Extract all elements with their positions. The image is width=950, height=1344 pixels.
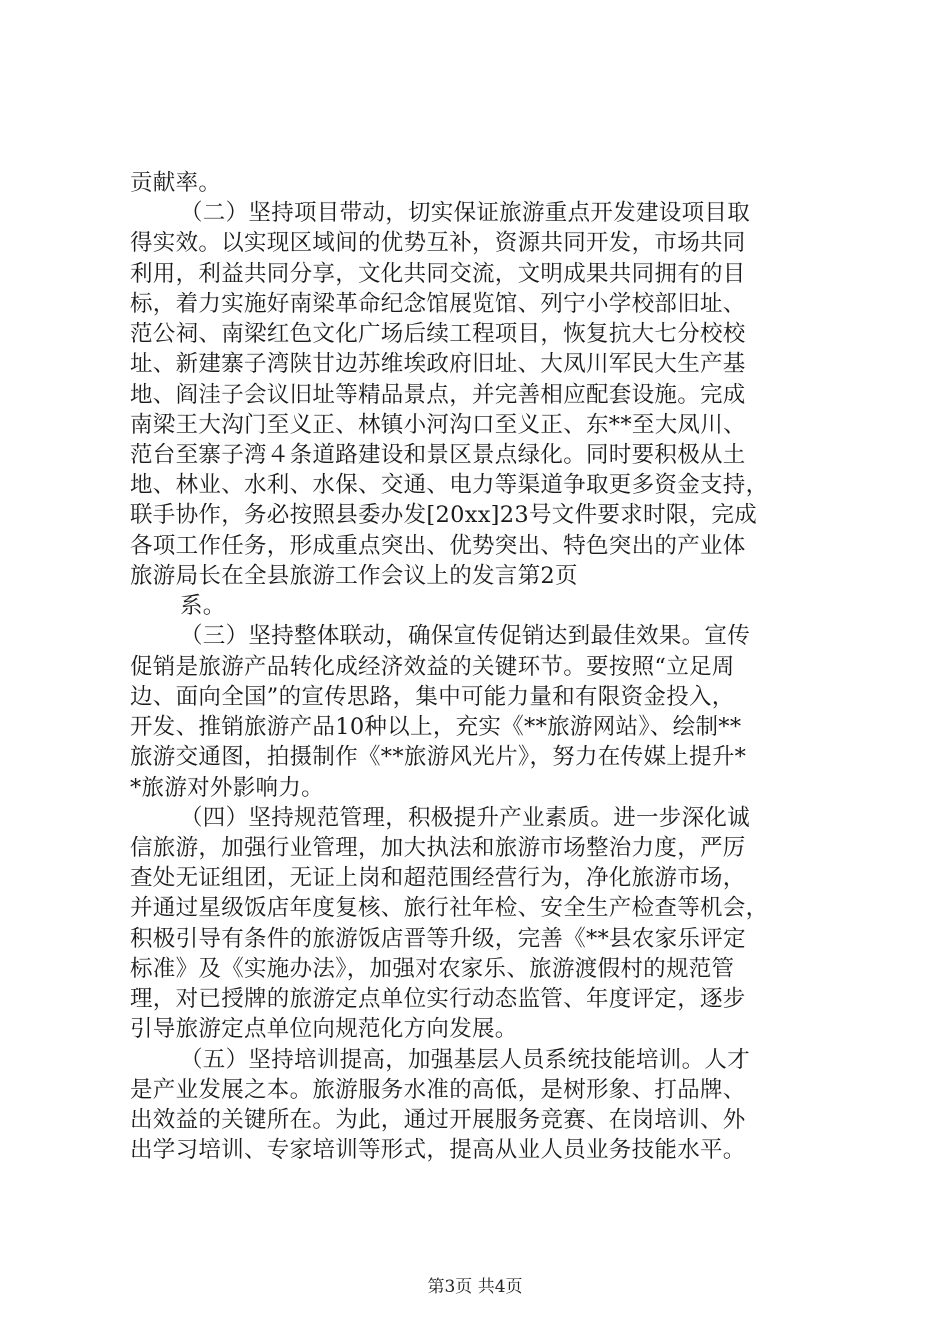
- text-line: 利用，利益共同分享，文化共同交流，文明成果共同拥有的目: [130, 261, 746, 287]
- text-line: （三）坚持整体联动，确保宣传促销达到最佳效果。宣传: [180, 623, 751, 649]
- text-line: 积极引导有条件的旅游饭店晋等升级，完善《**县农家乐评定: [130, 926, 746, 952]
- page-footer: 第3页 共4页: [427, 1277, 523, 1297]
- text-line: 各项工作任务，形成重点突出、优势突出、特色突出的产业体: [130, 533, 746, 559]
- text-line: 出效益的关键所在。为此，通过开展服务竞赛、在岗培训、外: [130, 1107, 746, 1133]
- text-line: 是产业发展之本。旅游服务水准的高低，是树形象、打品牌、: [130, 1077, 746, 1103]
- text-line: 范公祠、南梁红色文化广场后续工程项目，恢复抗大七分校校: [130, 321, 746, 347]
- text-line: *旅游对外影响力。: [130, 775, 324, 801]
- text-line: 开发、推销旅游产品10种以上，充实《**旅游网站》、绘制**: [130, 714, 742, 740]
- text-line: 系。: [180, 593, 226, 619]
- text-line: 信旅游，加强行业管理，加大执法和旅游市场整治力度，严厉: [130, 835, 746, 861]
- text-line: 址、新建寨子湾陕甘边苏维埃政府旧址、大凤川军民大生产基: [130, 351, 746, 377]
- text-line: （二）坚持项目带动，切实保证旅游重点开发建设项目取: [180, 200, 751, 226]
- text-line: 出学习培训、专家培训等形式，提高从业人员业务技能水平。: [130, 1137, 746, 1163]
- text-line: 范台至寨子湾４条道路建设和景区景点绿化。同时要积极从土: [130, 442, 746, 468]
- text-line: 贡献率。: [130, 170, 222, 196]
- text-line: 地、阎洼子会议旧址等精品景点，并完善相应配套设施。完成: [130, 382, 746, 408]
- text-line: （五）坚持培训提高，加强基层人员系统技能培训。人才: [180, 1047, 751, 1073]
- text-line: 查处无证组团，无证上岗和超范围经营行为，净化旅游市场，: [130, 865, 746, 891]
- text-line: （四）坚持规范管理，积极提升产业素质。进一步深化诚: [180, 805, 751, 831]
- text-line: 标准》及《实施办法》，加强对农家乐、旅游渡假村的规范管: [130, 956, 735, 982]
- text-line: 联手协作，务必按照县委办发[20xx]23号文件要求时限，完成: [130, 502, 757, 528]
- text-line: 标，着力实施好南梁革命纪念馆展览馆、列宁小学校部旧址、: [130, 291, 746, 317]
- text-line: 旅游交通图，拍摄制作《**旅游风光片》，努力在传媒上提升*: [130, 744, 747, 770]
- page-break-caption: 旅游局长在全县旅游工作会议上的发言第2页: [130, 563, 578, 589]
- text-line: 理，对已授牌的旅游定点单位实行动态监管、年度评定，逐步: [130, 986, 746, 1012]
- text-line: 引导旅游定点单位向规范化方向发展。: [130, 1016, 518, 1042]
- text-line: 并通过星级饭店年度复核、旅行社年检、安全生产检查等机会，: [130, 895, 769, 921]
- text-line: 地、林业、水利、水保、交通、电力等渠道争取更多资金支持，: [130, 472, 769, 498]
- text-line: 得实效。以实现区域间的优势互补，资源共同开发，市场共同: [130, 230, 746, 256]
- text-line: 促销是旅游产品转化成经济效益的关键环节。要按照“立足周: [130, 654, 735, 680]
- text-line: 边、面向全国”的宣传思路，集中可能力量和有限资金投入，: [130, 684, 735, 710]
- text-line: 南梁王大沟门至义正、林镇小河沟口至义正、东**至大凤川、: [130, 412, 746, 438]
